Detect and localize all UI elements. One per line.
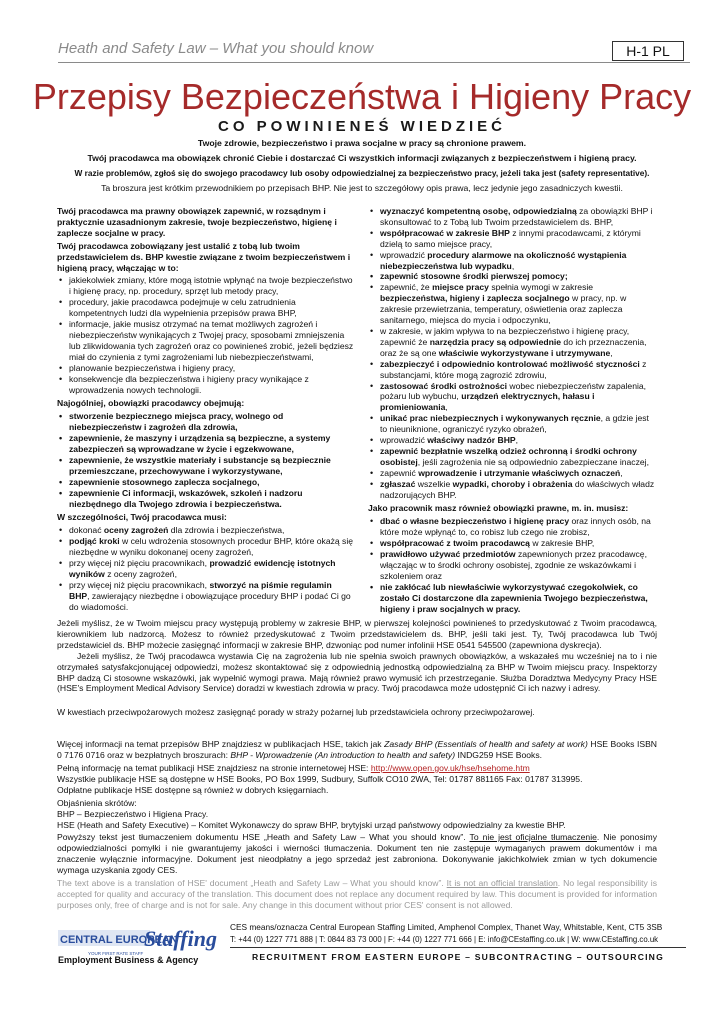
employee-duties-heading: Jako pracownik masz również obowiązki prawne, m. in. musisz:	[368, 503, 629, 514]
list-item: • zgłaszać wszelkie wypadki, choroby i obrażenia do właściwych władz nadzorujących BHP.	[368, 479, 658, 501]
company-address: CES means/oznacza Central European Staffing Limited, Amphenol Complex, Thanet Way, Whitstable, Kent, CT5 3SB	[230, 922, 663, 932]
list-item: • wyznaczyć kompetentną osobę, odpowiedzialną za obowiązki BHP i skonsultować to z Tobą lub Twoim przedstawicielem ds. BHP,	[368, 206, 658, 228]
logo-tagline: YOUR FIRST RATE STAFF	[88, 951, 144, 956]
list-item: • zapewnić wprowadzenie i utrzymanie właściwych oznaczeń,	[368, 468, 658, 479]
list-item: • dokonać oceny zagrożeń dla zdrowia i bezpieczeństwa,	[57, 525, 354, 536]
company-type-label: Employment Business & Agency	[58, 955, 199, 965]
translation-disclaimer-pl: Powyższy tekst jest tłumaczeniem dokumentu HSE „Heath and Safety Law – What you should know”. To nie jest oficjalne tłumaczenie. Nie ponosimy odpowiedzialności pomyłki i nie gwarantujemy jakości i wierności tłumaczenia. Dokument ten nie zastępuje wymaganych prawem dokumentów i ma znaczenie wyłącznie informacyjne. Dokument jest nieodpłatny a jego sprzedaż jest zabroniona. Dokonywanie jakichkolwiek zmian w tych dokumencie wymaga uzyskania zgody CES.	[57, 832, 657, 875]
consultation-list	[57, 275, 354, 395]
list-item: • unikać prac niebezpiecznych i wykonywanych ręcznie, a gdzie jest to nieuniknione, ograniczyć ryzyko obrażeń,	[368, 413, 658, 435]
list-item: • dbać o własne bezpieczeństwo i higienę pracy oraz innych osób, na które może wpłynąć to, co robisz lub czego nie zrobisz,	[368, 516, 658, 538]
logo-text-central: CENTRAL EUROPEAN	[60, 934, 178, 946]
list-item: • w zakresie, w jakim wpływa to na bezpieczeństwo i higienę pracy, zapewnić że narzędzia pracy są odpowiednie do ich przeznaczenia, oraz że są one właściwie wykorzystywane i utrzymywane,	[368, 326, 658, 359]
list-item: • zastosować środki ostrożności wobec niebezpieczeństw zapalenia, pożaru lub wybuchu, urządzeń elektrycznych, hałasu i promieniowania,	[368, 381, 658, 414]
general-duties-list	[57, 411, 354, 509]
list-item: • wprowadzić procedury alarmowe na okoliczność wystąpienia niebezpieczeństwa lub wypadku,	[368, 250, 658, 272]
employee-duties-list	[368, 516, 658, 614]
intro-line-1: Twoje zdrowie, bezpieczeństwo i prawa socjalne w pracy są chronione prawem.	[197, 138, 527, 148]
enforcement-paragraph: Jeżeli myślisz, że Twój pracodawca wystawia Cię na zagrożenia lub nie spełnia swoich prawnych obowiązków, a wskazałeś mu wcześniej na to i nie otrzymałeś satysfakcjonującej odpowiedzi, możesz skontaktować się z odpowiednią jednostką odpowiedzialną za BHP w Twoim miejscu pracy. Inspektorzy BHP dadzą Ci stosowne wskazówki, jak wypełnić wymogi prawa. Mają również prawo wymusić ich przestrzeganie. Służba Doradztwa Medycyny Pracy HSE (HSE's Employment Medical Advisory Service) doradzi w kwestiach zdrowia w pracy. Twój pracodawca może udostępnić Ci ich nazwy i adresy.	[57, 650, 657, 694]
employer-duty-paragraph: Twój pracodawca ma prawny obowiązek zapewnić, w rozsądnym i praktycznie uzasadnionym zakresie, twoje bezpieczeństwo, higienę i zaplecze socjalne w pracy.	[57, 206, 337, 238]
right-column	[368, 206, 658, 618]
problems-section	[57, 618, 657, 694]
abbreviation-bhp: BHP – Bezpieczeństwo i Higiena Pracy.	[57, 808, 209, 819]
list-item: • zapewnić, że miejsce pracy spełnia wymogi w zakresie bezpieczeństwa, higieny i zaplecza socjalnego w pracy, np. w zakresie przewietrzania, temperatury, oświetlenia oraz zaplecza sanitarnego, miejsca do mycia i odpoczynku,	[368, 282, 658, 326]
document-code-badge: H-1 PL	[612, 41, 684, 61]
intro-block	[40, 136, 684, 196]
list-item: • zapewnienie stosownego zaplecza socjalnego,	[57, 477, 354, 488]
intro-line-3: W razie problemów, zgłoś się do swojego pracodawcy lub osoby odpowiedzialnej za bezpieczeństwo pracy, jeżeli taka jest (safety representative).	[74, 168, 650, 178]
fire-advice-paragraph: W kwestiach przeciwpożarowych możesz zasięgnąć porady w straży pożarnej lub przedstawiciela ochrony przeciwpożarowej.	[57, 707, 535, 717]
list-item: • konsekwencje dla bezpieczeństwa i higieny pracy wynikające z wprowadzenia nowych technologii.	[57, 374, 354, 396]
list-item: • przy więcej niż pięciu pracownikach, stworzyć na piśmie regulamin BHP, zawierający niezbędne i obowiązujące procedury BHP i podać Ci go do wiadomości.	[57, 580, 354, 613]
list-item: • zapewnić bezpłatnie wszelką odzież ochronną i środki ochrony osobistej, jeśli zagrożenia nie są odpowiednio zabezpieczane inaczej,	[368, 446, 658, 468]
left-column	[57, 206, 354, 616]
list-item: • informacje, jakie musisz otrzymać na temat możliwych zagrożeń i niebezpieczeństw wynikających z Twojej pracy, sposobami zmniejszenia lub zlikwidowania tych zagrożeń oraz co powinieneś zrobić, jeżeli będziesz miał do czynienia z tymi zagrożeniami lub niebezpieczeństwami,	[57, 319, 354, 363]
hse-website-link[interactable]: http://www.open.gov.uk/hse/hsehome.htm	[370, 763, 530, 773]
list-item: • stworzenie bezpiecznego miejsca pracy, wolnego od niebezpieczeństw i zagrożeń dla zdrowia,	[57, 411, 354, 433]
list-item: • przy więcej niż pięciu pracownikach, prowadzić ewidencję istotnych wyników z oceny zagrożeń,	[57, 558, 354, 580]
specific-duties-heading: W szczególności, Twój pracodawca musi:	[57, 512, 227, 523]
list-item: • prawidłowo używać przedmiotów zapewnionych przez pracodawcę, włączając w to środki ochrony osobistej, zgodnie ze wskazówkami i szkoleniem oraz	[368, 549, 658, 582]
company-contact	[230, 922, 686, 945]
abbreviations-block	[57, 798, 657, 831]
list-item: • zapewnienie, że wszystkie materiały i substancje są bezpiecznie przemieszczane, przechowywane i wykorzystywane,	[57, 455, 354, 477]
page-subtitle: CO POWINIENEŚ WIEDZIEĆ	[217, 118, 506, 135]
translation-disclaimer-en: The text above is a translation of HSE' document „Heath and Safety Law – What you should know”. It is not an official translation. No legal responsibility is accepted for quality and accuracy of the translation. This document does not replace any document required by law. This document is provided for information purposes only, free of charge and is not for sale. Any change in this document without prior CES' consent is not allowed.	[57, 878, 658, 910]
list-item: • zapewnić stosowne środki pierwszej pomocy;	[368, 271, 658, 282]
hse-books-address: Wszystkie publikacje HSE są dostępne w HSE Books, PO Box 1999, Sudbury, Suffolk CO10 2WA, Tel: 01787 881165 Fax: 01787 313995.	[57, 773, 583, 784]
general-duties-heading: Najogólniej, obowiązki pracodawcy obejmują:	[57, 398, 245, 409]
consultation-paragraph: Twój pracodawca zobowiązany jest ustalić z tobą lub twoim przedstawicielem ds. BHP kwestie związane z twoim bezpieczeństwem i higieną pracy, włączając w to:	[57, 240, 351, 273]
logo-text-staffing: Staffing	[144, 926, 217, 951]
list-item: • współpracować w zakresie BHP z innymi pracodawcami, z którymi dzielą to samo miejsce pracy,	[368, 228, 658, 250]
specific-duties-list	[57, 525, 354, 612]
list-item: • nie zakłócać lub niewłaściwie wykorzystywać czegokolwiek, co zostało Ci dostarczone dla zapewnienia Twojego bezpieczeństwa, higieny i praw socjalnych w pracy.	[368, 582, 658, 615]
list-item: • zapewnienie Ci informacji, wskazówek, szkoleń i nadzoru niezbędnego dla Twojego zdrowia i bezpieczeństwa.	[57, 488, 354, 510]
list-item: • jakiekolwiek zmiany, które mogą istotnie wpłynąć na twoje bezpieczeństwo i higienę pracy, np. procedury, sprzęt lub metody pracy,	[57, 275, 354, 297]
list-item: • podjąć kroki w celu wdrożenia stosownych procedur BHP, które okażą się niezbędne w wyniku dokonanej oceny zagrożeń,	[57, 536, 354, 558]
abbreviations-heading: Objaśnienia skrótów:	[57, 798, 137, 808]
hse-website-block: Pełną informację na temat publikacji HSE znajdziesz na stronie internetowej HSE: http://www.open.gov.uk/hse/hsehome.htm Wszystkie publikacje HSE są dostępne w HSE Books, PO Box 1999, Sudbury, Suffolk CO10 2WA, Tel: 01787 881165 Fax: 01787 313995. Odpłatne publikacje HSE dostępne są również w dobrych księgarniach.	[57, 763, 657, 796]
abbreviation-hse: HSE (Heath and Safety Executive) – Komitet Wykonawczy do spraw BHP, brytyjski urząd państwowy odpowiedzialny za kwestie BHP.	[57, 819, 566, 830]
list-item: • wprowadzić właściwy nadzór BHP,	[368, 435, 658, 446]
list-item: • współpracować z twoim pracodawcą w zakresie BHP,	[368, 538, 658, 549]
header-divider	[58, 62, 690, 63]
footer-divider	[230, 947, 686, 948]
employer-must-list	[368, 206, 658, 500]
header-doc-title: Heath and Safety Law – What you should know	[58, 40, 374, 57]
list-item: • planowanie bezpieczeństwa i higieny pracy,	[57, 363, 354, 374]
list-item: • zapewnienie, że maszyny i urządzenia są bezpieczne, a systemy zabezpieczeń są wprowadzane w życie i egzekwowane,	[57, 433, 354, 455]
page-title: Przepisy Bezpieczeństwa i Higieny Pracy	[32, 76, 692, 117]
bookshops-note: Odpłatne publikacje HSE dostępne są również w dobrych księgarniach.	[57, 784, 329, 795]
company-slogan: RECRUITMENT FROM EASTERN EUROPE – SUBCONTRACTING – OUTSOURCING	[252, 952, 664, 962]
company-phones: T: +44 (0) 1227 771 888 | T: 0844 83 73 000 | F: +44 (0) 1227 771 666 | E: info@CEstaffing.co.uk | W: www.CEstaffing.co.uk	[230, 934, 659, 944]
publications-paragraph: Więcej informacji na temat przepisów BHP znajdziesz w publikacjach HSE, takich jak Zasady BHP (Essentials of health and safety at work) HSE Books ISBN 0 7176 0716 oraz w bezpłatnych broszurach: BHP - Wprowadzenie (An introduction to health and safety) INDG259 HSE Books.	[57, 739, 658, 760]
list-item: • zabezpieczyć i odpowiednio kontrolować możliwość styczności z substancjami, które mogą zagrozić zdrowiu,	[368, 359, 658, 381]
list-item: • procedury, jakie pracodawca podejmuje w celu zatrudnienia kompetentnych ludzi dla wypełnienia przepisów prawa BHP,	[57, 297, 354, 319]
intro-line-4: Ta broszura jest krótkim przewodnikiem po przepisach BHP. Nie jest to szczegółowy opis prawa, lecz jedynie jego zasadniczych kwestii.	[101, 183, 623, 193]
intro-line-2: Twój pracodawca ma obowiązek chronić Ciebie i dostarczać Ci wszystkich informacji związanych z bezpieczeństwem i higieną pracy.	[87, 153, 637, 163]
problems-paragraph: Jeżeli myślisz, że w Twoim miejscu pracy występują problemy w zakresie BHP, w pierwszej kolejności powinieneś to przedyskutować z Twoim pracodawcą, kierownikiem lub nadzorcą. Możesz to również przedyskutować z Twoim przedstawicielem ds. BHP, jeśli taki jest. Ty, Twój pracodawca lub Twój przedstawiciel ds. BHP możecie zasięgnąć informacji w zakresie BHP, dzwoniąc pod numer infolinii HSE 0541 545500 (zapewniona dyskrecja).	[57, 618, 657, 650]
